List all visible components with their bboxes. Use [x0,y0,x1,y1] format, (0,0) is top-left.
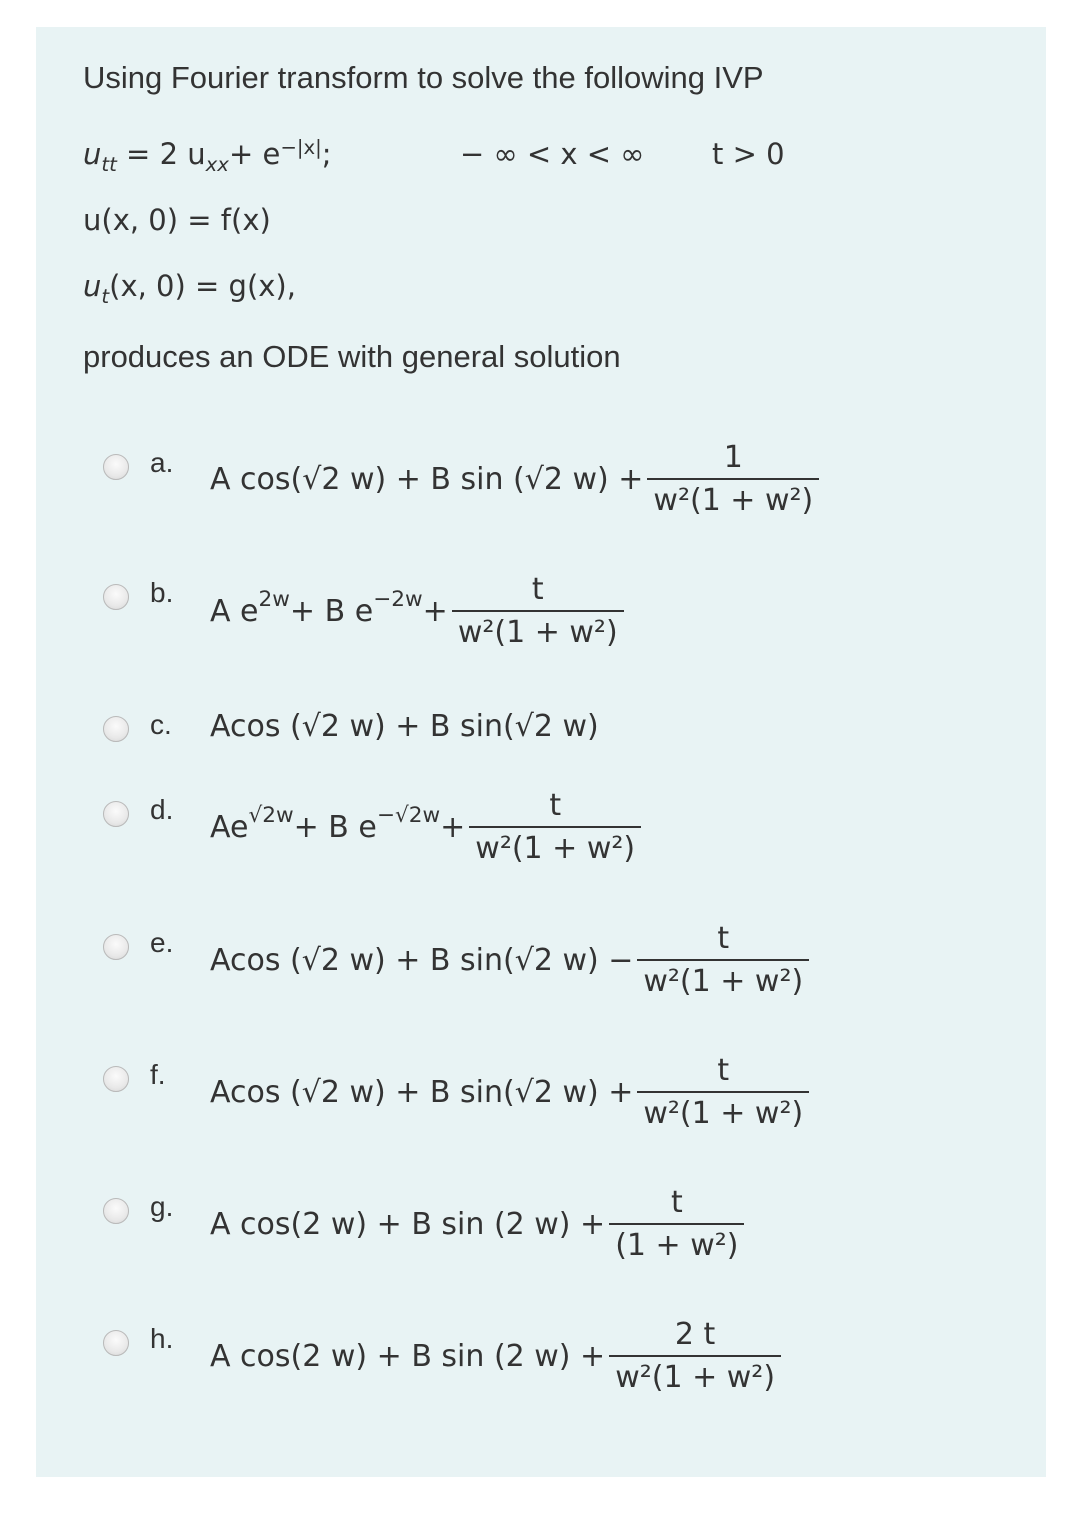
option-e-expression[interactable] [210,922,809,998]
option-d-text-b: + B e [293,809,377,845]
radio-option-g[interactable] [103,1198,129,1224]
question-title: Using Fourier transform to solve the following IVP [83,60,764,95]
option-h-text: A cos(2 w) + B sin (2 w) + [210,1338,606,1374]
option-e-numerator: t [717,921,730,956]
option-e-denominator: w²(1 + w²) [637,959,809,998]
question-prompt: produces an ODE with general solution [83,339,621,374]
option-g-numerator: t [670,1185,683,1220]
option-h-expression[interactable] [210,1318,781,1394]
pde-equation [83,136,332,177]
option-f-expression[interactable] [210,1054,809,1130]
pde-rest: + e [228,137,281,171]
option-f-text: Acos (√2 w) + B sin(√2 w) + [210,1074,634,1110]
pde-sub-xx: xx [205,153,229,177]
option-a-expression[interactable] [210,441,819,517]
radio-option-e[interactable] [103,934,129,960]
option-c-expression[interactable] [210,709,599,744]
option-b-text-b: + B e [289,593,374,629]
option-letter-d: d. [150,794,174,825]
domain-t: t > 0 [712,137,785,171]
pde-mid: = 2 u [116,137,206,171]
option-letter-f: f. [150,1059,166,1090]
option-g-expression[interactable] [210,1186,744,1262]
option-d-exp-2: −√2w [376,802,441,828]
option-a-numerator: 1 [723,440,743,475]
option-b-text-c: + [422,593,448,629]
domain-x: − ∞ < x < ∞ [460,137,645,171]
option-h-denominator: w²(1 + w²) [609,1355,781,1394]
pde-lhs: u [83,137,102,171]
option-g-fraction [609,1186,744,1262]
option-b-exp-1: 2w [258,586,290,612]
option-f-numerator: t [717,1053,730,1088]
pde-semicolon: ; [321,137,332,171]
option-d-text-a: Ae [210,809,249,845]
option-b-denominator: w²(1 + w²) [452,610,624,649]
option-letter-g: g. [150,1191,174,1222]
option-letter-a: a. [150,447,174,478]
option-g-text: A cos(2 w) + B sin (2 w) + [210,1206,606,1242]
option-b-text-a: A e [210,593,259,629]
option-a-text: A cos(√2 w) + B sin (√2 w) + [210,461,644,497]
question-card [36,27,1046,1477]
option-d-denominator: w²(1 + w²) [469,826,641,865]
radio-option-a[interactable] [103,454,129,480]
pde-sub-tt: tt [101,153,117,177]
radio-option-h[interactable] [103,1330,129,1356]
option-c-text: Acos (√2 w) + B sin(√2 w) [210,709,599,744]
radio-option-c[interactable] [103,716,129,742]
option-f-fraction [637,1054,809,1130]
initial-condition-2 [83,269,296,309]
option-letter-c: c. [150,709,172,740]
option-e-fraction [637,922,809,998]
radio-option-d[interactable] [103,801,129,827]
option-d-numerator: t [549,788,562,823]
option-g-denominator: (1 + w²) [609,1223,744,1262]
option-b-expression[interactable] [210,573,624,649]
option-d-expression[interactable] [210,789,641,865]
option-b-exp-2: −2w [373,586,423,612]
ic2-rest: (x, 0) = g(x), [109,269,296,303]
option-h-fraction [609,1318,781,1394]
initial-condition-1: u(x, 0) = f(x) [83,203,271,237]
pde-exponent: −|x| [280,136,322,160]
option-b-numerator: t [531,572,544,607]
option-b-fraction [452,573,624,649]
option-h-numerator: 2 t [674,1317,716,1352]
option-a-fraction [647,441,819,517]
option-letter-h: h. [150,1323,174,1354]
option-d-fraction [469,789,641,865]
option-d-exp-1: √2w [248,802,294,828]
ic2-sub: t [101,285,110,309]
radio-option-f[interactable] [103,1066,129,1092]
radio-option-b[interactable] [103,584,129,610]
option-letter-b: b. [150,577,174,608]
ic2-u: u [83,269,102,303]
option-e-text: Acos (√2 w) + B sin(√2 w) − [210,942,634,978]
option-f-denominator: w²(1 + w²) [637,1091,809,1130]
option-a-denominator: w²(1 + w²) [647,478,819,517]
option-letter-e: e. [150,927,174,958]
option-d-text-c: + [440,809,466,845]
